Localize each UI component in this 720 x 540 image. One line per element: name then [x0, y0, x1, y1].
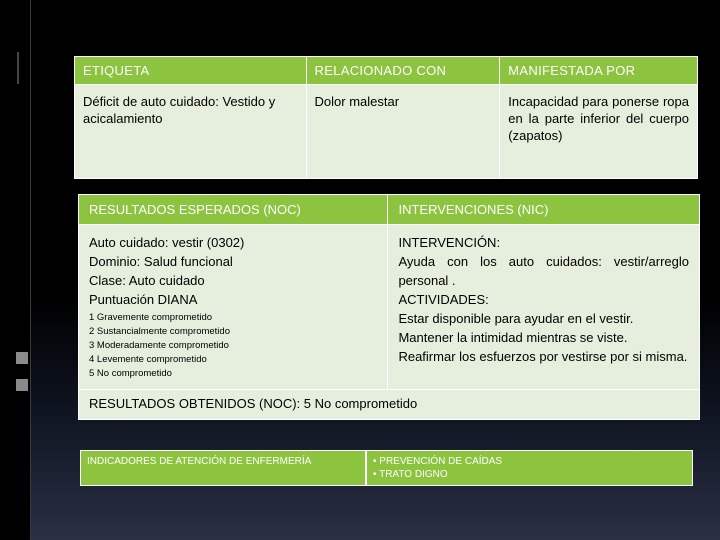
header-relacionado-con: RELACIONADO CON [306, 57, 500, 85]
indicator-item: • TRATO DIGNO [373, 469, 448, 480]
cell-etiqueta: Déficit de auto cuidado: Vestido y acicalamiento [75, 85, 307, 179]
left-divider-line [30, 0, 31, 540]
nic-line: ACTIVIDADES: [398, 292, 489, 307]
header-etiqueta: ETIQUETA [75, 57, 307, 85]
diana-scale [89, 311, 377, 381]
nic-line: Ayuda con los auto cuidados: vestir/arreglo personal . [398, 254, 689, 288]
diagnosis-table [74, 56, 698, 179]
noc-line: Auto cuidado: vestir (0302) [89, 235, 245, 250]
scale-item: 3 Moderadamente comprometido [89, 340, 229, 351]
noc-nic-row [79, 225, 700, 390]
scale-item: 2 Sustancialmente comprometido [89, 326, 230, 337]
noc-line: Puntuación DIANA [89, 292, 198, 307]
cell-noc [79, 225, 388, 390]
header-resultados-esperados: RESULTADOS ESPERADOS (NOC) [79, 195, 388, 225]
slide-marker-grey-1 [16, 352, 28, 364]
slide-marker-black [17, 52, 28, 84]
cell-relacionado-con: Dolor malestar [306, 85, 500, 179]
nic-line: INTERVENCIÓN: [398, 235, 501, 250]
cell-manifestada-por: Incapacidad para ponerse ropa en la parte inferior del cuerpo (zapatos) [500, 85, 698, 179]
scale-item: 1 Gravemente comprometido [89, 312, 213, 323]
nic-line: Reafirmar los esfuerzos por vestirse por si misma. [398, 349, 688, 364]
diagnosis-row [75, 85, 698, 179]
header-intervenciones: INTERVENCIONES (NIC) [388, 195, 700, 225]
scale-item: 5 No comprometido [89, 368, 172, 379]
indicators-list [366, 450, 693, 486]
noc-line: Dominio: Salud funcional [89, 254, 233, 269]
noc-nic-header-row [79, 195, 700, 225]
indicators-label: INDICADORES DE ATENCIÓN DE ENFERMERÍA [80, 450, 366, 486]
cell-nic [388, 225, 700, 390]
scale-item: 4 Levemente comprometido [89, 354, 207, 365]
header-manifestada-por: MANIFESTADA POR [500, 57, 698, 85]
nic-line: Estar disponible para ayudar en el vestir. [398, 311, 634, 326]
nic-line: Mantener la intimidad mientras se viste. [398, 330, 628, 345]
slide-marker-grey-2 [16, 379, 28, 391]
indicator-item: • PREVENCIÓN DE CAÍDAS [373, 456, 503, 467]
noc-line: Clase: Auto cuidado [89, 273, 205, 288]
results-row [79, 390, 700, 420]
results-obtained: RESULTADOS OBTENIDOS (NOC): 5 No comprometido [79, 390, 700, 420]
diagnosis-header-row [75, 57, 698, 85]
noc-nic-table [78, 194, 700, 420]
